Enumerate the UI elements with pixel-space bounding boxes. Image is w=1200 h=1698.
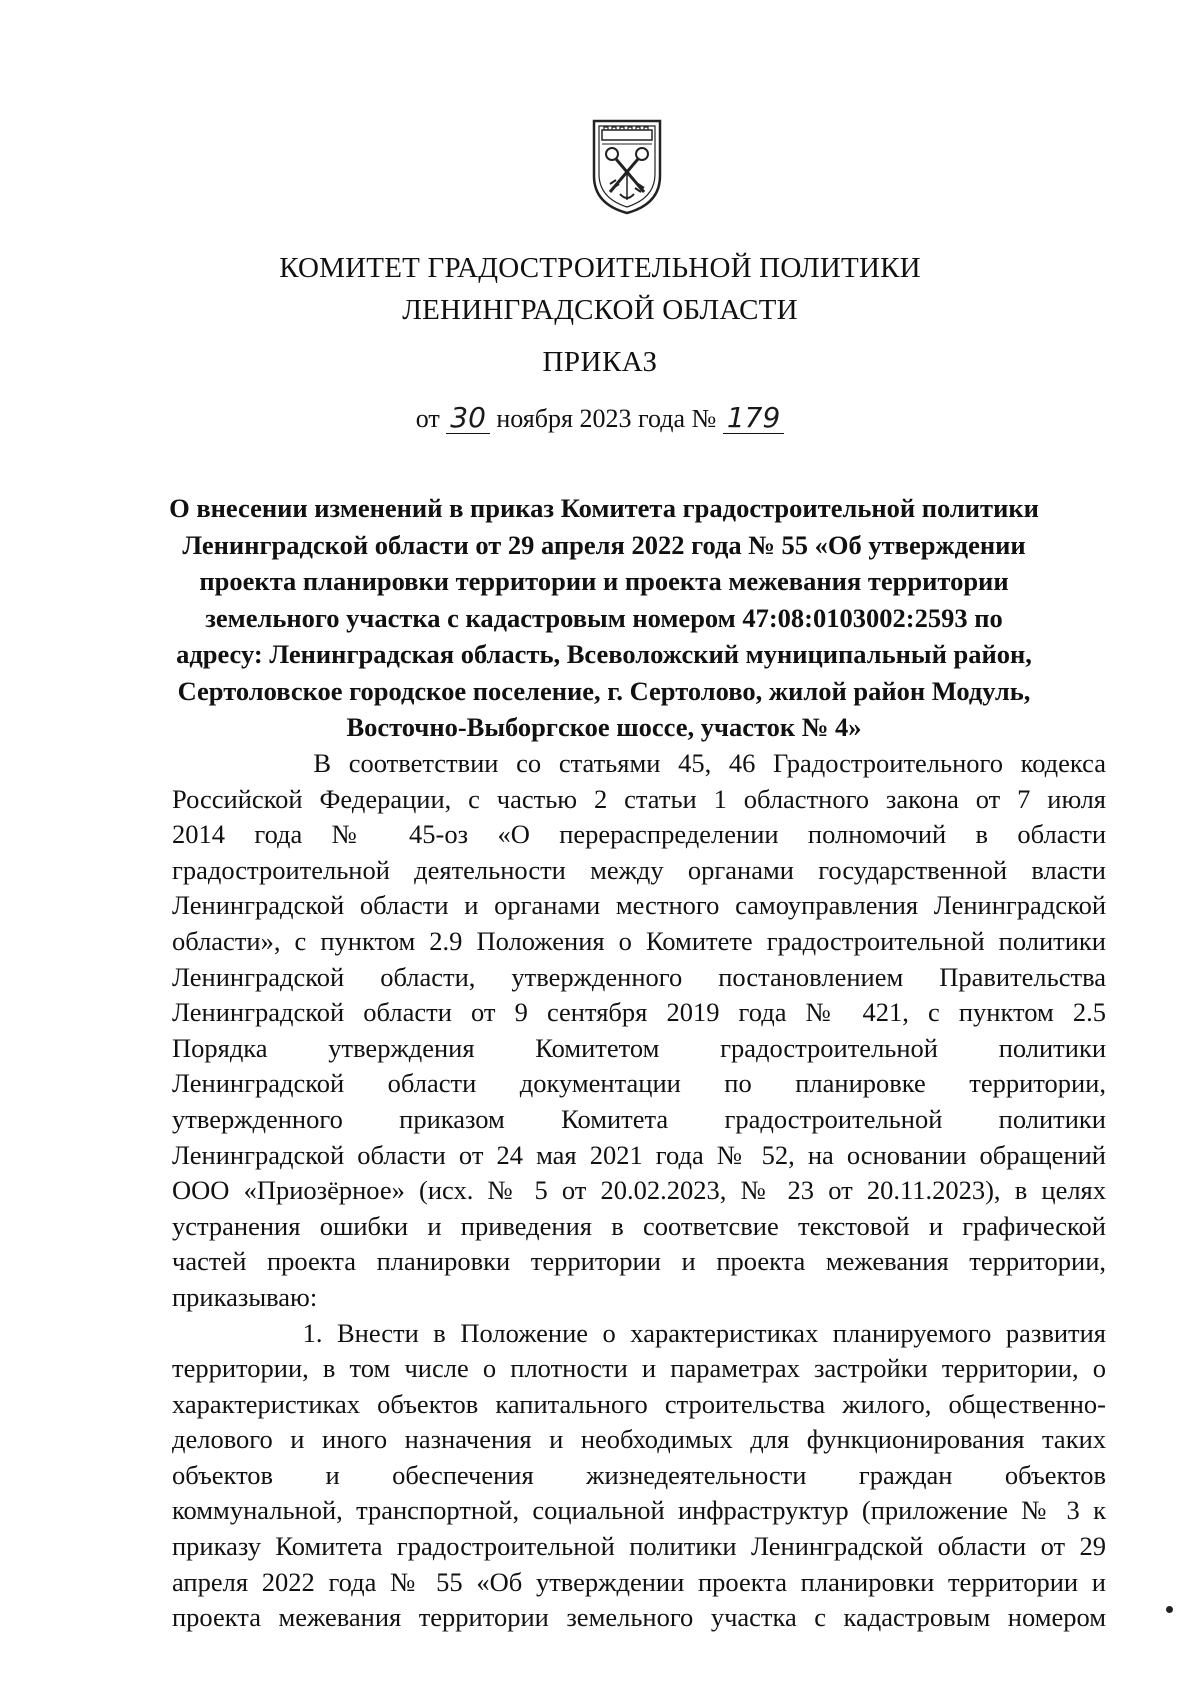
subject-line: адресу: Ленинградская область, Всеволожский муниципальный район, <box>176 639 1032 669</box>
subject-line: О внесении изменений в приказ Комитета градостроительной политики <box>169 493 1039 523</box>
document-number: 179 <box>723 403 784 434</box>
body-line: ООО «Приозёрное» (исх. № 5 от 20.02.2023, № 23 от 20.11.2023), в целях <box>172 1175 1106 1206</box>
body-line: Ленинградской области, утвержденного постановлением Правительства <box>172 961 1106 992</box>
body-line: коммунальной, транспортной, социальной инфраструктур (приложение № 3 к <box>172 1495 1106 1526</box>
date-rest: ноября 2023 года № <box>496 404 717 433</box>
subject-line: земельного участка с кадастровым номером 47:08:0103002:2593 по <box>205 602 1003 633</box>
body-line: объектов и обеспечения жизнедеятельности граждан объектов <box>172 1459 1106 1490</box>
organization-line-2: ЛЕНИНГРАДСКОЙ ОБЛАСТИ <box>402 294 798 326</box>
body-line: Ленинградской области от 24 мая 2021 года № 52, на основании обращений <box>172 1139 1106 1170</box>
date-day: 30 <box>446 403 490 434</box>
body-line: В соответствии со статьями 45, 46 Градостроительного кодекса <box>172 748 1106 778</box>
body-line: Российской Федерации, с частью 2 статьи 1 областного закона от 7 июля <box>172 783 1106 814</box>
body-line: устранения ошибки и приведения в соответсвие текстовой и графической <box>172 1210 1106 1241</box>
organization-line-1: КОМИТЕТ ГРАДОСТРОИТЕЛЬНОЙ ПОЛИТИКИ <box>279 252 921 284</box>
body-line: Ленинградской области от 9 сентября 2019 года № 421, с пунктом 2.5 <box>172 997 1106 1028</box>
body-line: приказу Комитета градостроительной политики Ленинградской области от 29 <box>172 1531 1106 1562</box>
body-line: территории, в том числе о плотности и параметрах застройки территории, о <box>172 1353 1106 1384</box>
body-line: характеристиках объектов капитального строительства жилого, общественно- <box>172 1388 1106 1419</box>
body-line: Ленинградской области и органами местного самоуправления Ленинградской <box>172 890 1106 921</box>
subject-line: проекта планировки территории и проекта межевания территории <box>199 566 1009 596</box>
document-subject <box>150 490 1058 746</box>
organization-name <box>0 247 1200 331</box>
body-line: Ленинградской области документации по планировке территории, <box>172 1068 1106 1099</box>
document-date-line <box>0 403 1200 434</box>
subject-line: Ленинградской области от 29 апреля 2022 года № 55 «Об утверждении <box>182 529 1026 560</box>
scan-mark <box>1166 1606 1173 1613</box>
body-line: апреля 2022 года № 55 «Об утверждении проекта планировки территории и <box>172 1566 1106 1597</box>
subject-line: Сертоловское городское поселение, г. Сертолово, жилой район Модуль, <box>177 675 1031 706</box>
document-body <box>172 746 1106 1636</box>
body-line: частей проекта планировки территории и проекта межевания территории, <box>172 1246 1106 1277</box>
body-line: Порядка утверждения Комитетом градостроительной политики <box>172 1032 1106 1063</box>
body-line: делового и иного назначения и необходимых для функционирования таких <box>172 1424 1106 1455</box>
subject-line: Восточно-Выборгское шоссе, участок № 4» <box>346 712 862 742</box>
body-line: 2014 года № 45-оз «О перераспределении полномочий в области <box>172 819 1106 850</box>
body-line: 1. Внести в Положение о характеристиках планируемого развития <box>172 1317 1106 1348</box>
body-line: утвержденного приказом Комитета градостроительной политики <box>172 1103 1106 1134</box>
document-type: ПРИКАЗ <box>542 346 658 378</box>
coat-of-arms-icon <box>590 118 664 216</box>
body-line: проекта межевания территории земельного участка с кадастровым номером <box>172 1602 1106 1633</box>
body-line: приказываю: <box>172 1281 318 1312</box>
date-prefix: от <box>415 404 440 433</box>
body-line: градостроительной деятельности между органами государственной власти <box>172 854 1106 885</box>
body-line: области», с пунктом 2.9 Положения о Комитете градостроительной политики <box>172 925 1106 956</box>
